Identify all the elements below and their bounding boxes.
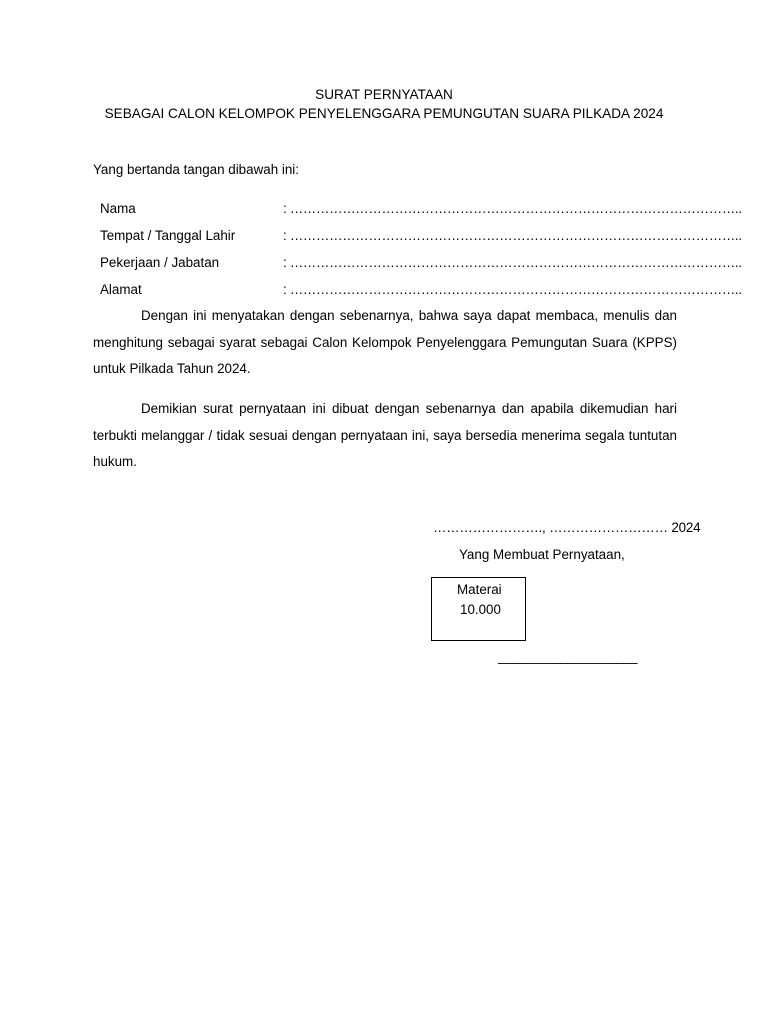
closing-paragraph	[93, 396, 677, 476]
field-label: Nama	[100, 201, 136, 216]
field-label: Alamat	[100, 282, 142, 297]
signer-title: Yang Membuat Pernyataan,	[459, 547, 625, 562]
field-value-placeholder: : …………………………………………………………………………………………..	[283, 255, 742, 270]
stamp-box	[431, 577, 526, 641]
field-row-tempat-tanggal-lahir	[100, 228, 742, 246]
statement-paragraph	[93, 303, 677, 383]
field-value-placeholder: : …………………………………………………………………………………………..	[283, 201, 742, 216]
document-subtitle: SEBAGAI CALON KELOMPOK PENYELENGGARA PEMUNGUTAN SUARA PILKADA 2024	[104, 106, 664, 121]
signature-line: ____________________	[498, 649, 637, 664]
field-label: Pekerjaan / Jabatan	[100, 255, 220, 270]
stamp-value: 10.000	[460, 602, 501, 617]
field-row-pekerjaan-jabatan	[100, 255, 742, 273]
field-value-placeholder: : …………………………………………………………………………………………..	[283, 228, 742, 243]
intro-text: Yang bertanda tangan dibawah ini:	[93, 162, 299, 177]
field-row-alamat	[100, 282, 742, 300]
closing-text: Demikian surat pernyataan ini dibuat dengan sebenarnya dan apabila dikemudian hari terbukti melanggar / tidak sesuai dengan pernyataan ini, saya bersedia menerima segala tuntutan hukum.	[93, 401, 677, 469]
field-label: Tempat / Tanggal Lahir	[100, 228, 236, 243]
statement-text: Dengan ini menyatakan dengan sebenarnya, bahwa saya dapat membaca, menulis dan menghitung sebagai syarat sebagai Calon Kelompok Penyelenggara Pemungutan Suara (KPPS) untuk Pilkada Tahun 2024.	[93, 308, 677, 376]
document-title: SURAT PERNYATAAN	[315, 87, 453, 102]
stamp-label: Materai	[457, 582, 502, 597]
field-row-nama	[100, 201, 742, 219]
field-value-placeholder: : …………………………………………………………………………………………..	[283, 282, 742, 297]
place-date-line: ……………………., ……………………… 2024	[433, 520, 701, 535]
